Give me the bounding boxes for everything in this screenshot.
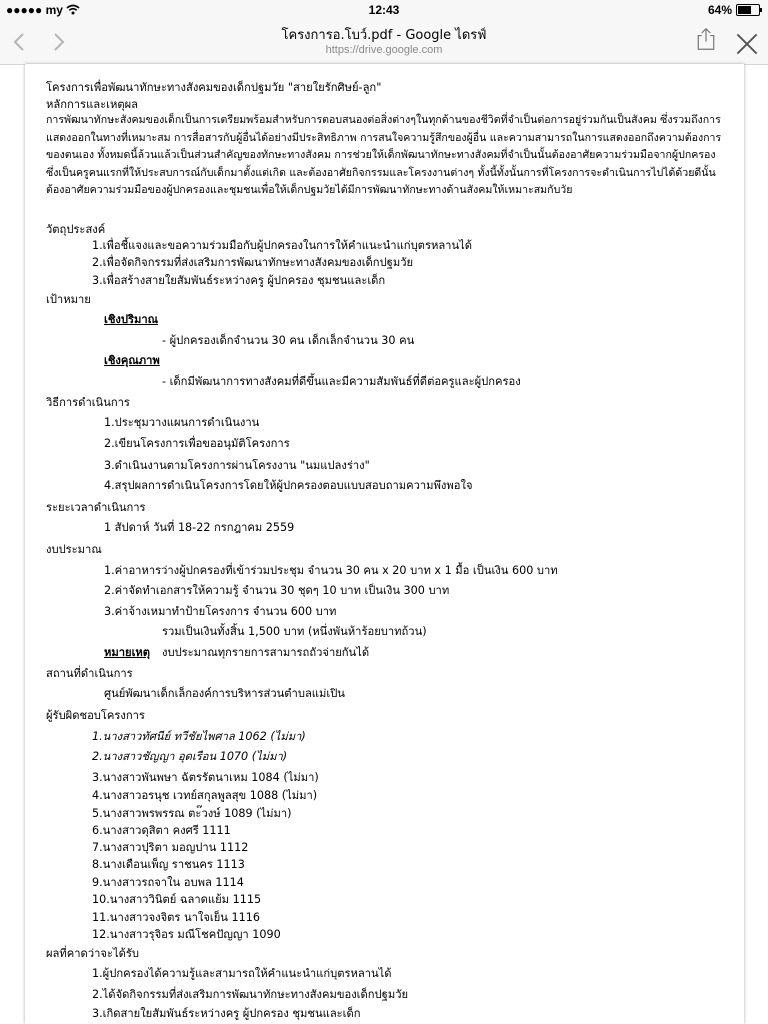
responsible-item: 2.นางสาวชัญญา อุดเรือน 1070 (ไม่มา) [92, 750, 288, 763]
note-label: หมายเหตุ [104, 646, 151, 659]
page-title: โครงการอ.โบว์.pdf - Google ไดรฟ์ [281, 28, 487, 43]
objective-item: 1.เพื่อชี้แจงและขอความร่วมมือกับผู้ปกครองในการให้คำแนะนำแก่บุตรหลานได้ [92, 239, 473, 252]
method-heading: วิธีการดำเนินการ [46, 396, 130, 409]
navigation-bar [0, 20, 768, 65]
place-text: ศูนย์พัฒนาเด็กเล็กองค์การบริหารส่วนตำบลแม่เปิน [104, 687, 345, 700]
responsible-item: 6.นางสาวดุสิตา คงศรี 1111 [92, 824, 231, 837]
document-title: โครงการเพื่อพัฒนาทักษะทางสังคมของเด็กปฐมวัย "สายใยรักศิษย์-ลูก" [46, 81, 382, 94]
responsible-item: 5.นางสาวพรพรรณ ตะ๊วงษ์ 1089 (ไม่มา) [92, 807, 292, 820]
method-item: 3.ดำเนินงานตามโครงการผ่านโครงงาน "นมแปลงร่าง" [104, 459, 370, 472]
responsible-item: 4.นางสาวอรนุช เวทย์สกุลพูลสุข 1088 (ไม่มา) [92, 789, 318, 802]
quantity-label: เชิงปริมาณ [104, 313, 159, 326]
place-heading: สถานที่ดำเนินการ [46, 667, 133, 680]
budget-item: 1.ค่าอาหารว่างผู้ปกครองที่เข้าร่วมประชุม จำนวน 30 คน x 20 บาท x 1 มื้อ เป็นเงิน 600 บาท [104, 564, 558, 577]
principle-heading: หลักการและเหตุผล [46, 98, 139, 111]
period-text: 1 สัปดาห์ วันที่ 18-22 กรกฎาคม 2559 [104, 521, 295, 534]
battery-percent: 64% [707, 3, 732, 17]
page-url: https://drive.google.com [325, 44, 443, 56]
carrier-label: ●●●●● my [6, 3, 63, 17]
responsible-heading: ผู้รับผิดชอบโครงการ [46, 709, 145, 722]
budget-heading: งบประมาณ [46, 543, 102, 556]
result-heading: ผลที่คาดว่าจะได้รับ [46, 947, 139, 960]
quality-label: เชิงคุณภาพ [104, 354, 160, 367]
budget-item: 3.ค่าจ้างเหมาทำป้ายโครงการ จำนวน 600 บาท [104, 605, 337, 618]
responsible-item: 8.นางเดือนเพ็ญ ราชนคร 1113 [92, 858, 245, 871]
objective-heading: วัตถุประสงค์ [46, 223, 106, 236]
principle-text: การพัฒนาทักษะสังคมของเด็กเป็นการเตรียมพร้อมสำหรับการตอบสนองต่อสิ่งต่างๆในทุกด้านของชีวิตที่จำเป็นต่อการอยู่ร่วมกันเป็นสังคม ซึ่งรวมถึงการแสดงออกในทางที่เหมาะสม การสื่อสารกับผู้อื่นได้อย่างมีประสิทธิภาพ การสนใจความรู้สึกของผู้อื่น และความสามารถในการแสดงออกถึงความต้องการของตนเอง ทั้งหมดนี้ล้วนแล้วเป็นส่วนสำคัญของทักษะทางสังคม การช่วยให้เด็กพัฒนาทักษะทางสังคมที่จำเป็นนั้นต้องอาศัยความร่วมมือจากผู้ปกครอง ซึ่งเป็นครูคนแรกที่ให้ประสบการณ์กับเด็กมาตั้งแต่เกิด และต้องอาศัยกิจกรรมและโครงงานต่างๆ ทั้งนี้ทั้งนั้นการที่โครงการจะดำเนินการไปได้ด้วยดีนั้นต้องอาศัยความร่วมมือของผู้ปกครองและชุมชนเพื่อให้เด็กปฐมวัยได้มีการพัฒนาทักษะทางด้านสังคมให้เหมาะสมกับวัย [46, 114, 722, 197]
result-item: 1.ผู้ปกครองได้ความรู้และสามารถให้คำแนะนำแก่บุตรหลานได้ [92, 967, 392, 980]
clock: 12:43 [368, 3, 400, 17]
responsible-item: 11.นางสาวจงจิตร นาใจเย็น 1116 [92, 911, 260, 924]
responsible-item: 10.นางสาววินิตย์ ฉลาดแย้ม 1115 [92, 893, 262, 906]
share-icon[interactable] [694, 27, 718, 51]
status-bar [0, 0, 768, 20]
method-item: 2.เขียนโครงการเพื่อขออนุมัติโครงการ [104, 437, 290, 450]
responsible-item: 3.นางสาวพันพษา ฉัตรรัตนาเหม 1084 (ไม่มา) [92, 771, 319, 784]
responsible-item: 9.นางสาวรถจาใน อบพล 1114 [92, 876, 244, 889]
battery-indicator [708, 3, 760, 17]
quantity-text: - ผู้ปกครองเด็กจำนวน 30 คน เด็กเล็กจำนวน 30 คน [162, 334, 415, 347]
objective-item: 3.เพื่อสร้างสายใยสัมพันธ์ระหว่างครู ผู้ปกครอง ชุมชนและเด็ก [92, 274, 386, 287]
method-item: 4.สรุปผลการดำเนินโครงการโดยให้ผู้ปกครองตอบแบบสอบถามความพึงพอใจ [104, 479, 473, 492]
objective-item: 2.เพื่อจัดกิจกรรมที่ส่งเสริมการพัฒนาทักษะทางสังคมของเด็กปฐมวัย [92, 256, 414, 269]
method-item: 1.ประชุมวางแผนการดำเนินงาน [104, 416, 260, 429]
period-heading: ระยะเวลาดำเนินการ [46, 501, 146, 514]
result-item: 2.ได้จัดกิจกรรมที่ส่งเสริมการพัฒนาทักษะทางสังคมของเด็กปฐมวัย [92, 988, 409, 1001]
budget-total: รวมเป็นเงินทั้งสิ้น 1,500 บาท (หนึ่งพันห้าร้อยบาทถ้วน) [162, 625, 427, 638]
note-text: งบประมาณทุกรายการสามารถถัวจ่ายกันได้ [162, 646, 370, 659]
close-icon[interactable] [735, 32, 759, 56]
target-heading: เป้าหมาย [46, 293, 91, 306]
result-item: 3.เกิดสายใยสัมพันธ์ระหว่างครู ผู้ปกครอง ชุมชนและเด็ก [92, 1007, 361, 1020]
battery-fill [738, 6, 751, 14]
quality-text: - เด็กมีพัฒนาการทางสังคมที่ดีขึ้นและมีความสัมพันธ์ที่ดีต่อครูและผู้ปกครอง [162, 375, 521, 388]
responsible-item: 1.นางสาวทัศนีย์ ทวีชัยไพศาล 1062 (ไม่มา) [92, 730, 306, 743]
battery-icon [736, 4, 760, 16]
responsible-item: 7.นางสาวปุริตา มอญปาน 1112 [92, 841, 249, 854]
budget-item: 2.ค่าจัดทำเอกสารให้ความรู้ จำนวน 30 ชุดๆ 10 บาท เป็นเงิน 300 บาท [104, 584, 450, 597]
responsible-item: 12.นางสาวรุจิอร มณีโชคปัญญา 1090 [92, 928, 281, 941]
